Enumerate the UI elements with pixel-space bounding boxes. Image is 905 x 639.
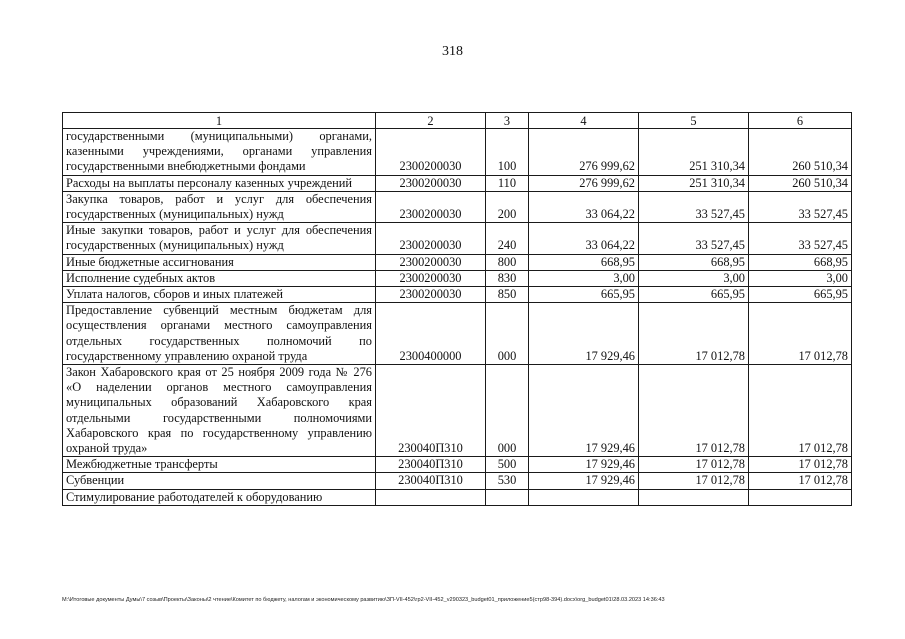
row-name: Иные бюджетные ассигнования <box>63 254 376 270</box>
row-value-1: 17 929,46 <box>529 473 639 489</box>
row-code: 2300200030 <box>376 270 486 286</box>
row-code: 2300400000 <box>376 303 486 365</box>
row-value-2: 33 527,45 <box>639 223 749 254</box>
row-vr: 500 <box>486 457 529 473</box>
row-name: Субвенции <box>63 473 376 489</box>
row-value-3: 665,95 <box>749 287 852 303</box>
row-name: Предоставление субвенций местным бюджетам для осуществления органами местного самоуправления отдельных государственных полномочий по государственному управлению охраной труда <box>63 303 376 365</box>
row-vr: 800 <box>486 254 529 270</box>
row-vr <box>486 489 529 505</box>
header-col-1: 1 <box>63 113 376 129</box>
file-path-footer: M:\Итоговые документы Думы\7 созыв\Проекты\Законы\2 чтение\Комитет по бюджету, налогам и экономическому развитию\ЗП-VII-452\гр2-VII-452_v290323_budget01_приложение5(стр98-394).docx\org_budget01\28.03.2023 14:36:43 <box>62 597 665 603</box>
table-row <box>63 175 852 191</box>
budget-table <box>62 112 852 506</box>
row-value-3: 17 012,78 <box>749 457 852 473</box>
row-code: 2300200030 <box>376 254 486 270</box>
table-row <box>63 270 852 286</box>
row-value-1: 17 929,46 <box>529 365 639 457</box>
row-vr: 850 <box>486 287 529 303</box>
row-value-3: 33 527,45 <box>749 191 852 222</box>
row-value-3: 260 510,34 <box>749 175 852 191</box>
row-name: Закон Хабаровского края от 25 ноября 2009 года № 276 «О наделении органов местного самоуправления муниципальных образований Хабаровского края отдельными государственными полномочиями Хабаровского края по государственному управлению охраной труда» <box>63 365 376 457</box>
row-value-3: 17 012,78 <box>749 303 852 365</box>
table-row <box>63 473 852 489</box>
row-value-1: 665,95 <box>529 287 639 303</box>
row-name: Исполнение судебных актов <box>63 270 376 286</box>
row-value-1: 276 999,62 <box>529 175 639 191</box>
row-vr: 110 <box>486 175 529 191</box>
row-value-3 <box>749 489 852 505</box>
row-code: 2300200030 <box>376 287 486 303</box>
row-code: 230040П310 <box>376 457 486 473</box>
row-name: государственными (муниципальными) органами, казенными учреждениями, органами управления государственными внебюджетными фондами <box>63 129 376 176</box>
table-row <box>63 254 852 270</box>
table-row <box>63 129 852 176</box>
row-vr: 830 <box>486 270 529 286</box>
table-row <box>63 457 852 473</box>
row-value-3: 33 527,45 <box>749 223 852 254</box>
table-row <box>63 365 852 457</box>
row-code: 2300200030 <box>376 175 486 191</box>
table-row <box>63 191 852 222</box>
row-value-1 <box>529 489 639 505</box>
row-vr: 530 <box>486 473 529 489</box>
table-row <box>63 287 852 303</box>
row-value-1: 17 929,46 <box>529 303 639 365</box>
row-value-2: 665,95 <box>639 287 749 303</box>
row-code: 2300200030 <box>376 129 486 176</box>
table-row <box>63 489 852 505</box>
table-row <box>63 303 852 365</box>
row-value-3: 260 510,34 <box>749 129 852 176</box>
header-col-6: 6 <box>749 113 852 129</box>
row-value-1: 668,95 <box>529 254 639 270</box>
row-value-2: 17 012,78 <box>639 365 749 457</box>
row-value-2: 17 012,78 <box>639 473 749 489</box>
header-col-5: 5 <box>639 113 749 129</box>
row-vr: 240 <box>486 223 529 254</box>
row-name: Иные закупки товаров, работ и услуг для обеспечения государственных (муниципальных) нужд <box>63 223 376 254</box>
row-value-1: 17 929,46 <box>529 457 639 473</box>
row-value-2 <box>639 489 749 505</box>
row-vr: 000 <box>486 303 529 365</box>
row-value-1: 3,00 <box>529 270 639 286</box>
row-value-2: 17 012,78 <box>639 303 749 365</box>
row-name: Расходы на выплаты персоналу казенных учреждений <box>63 175 376 191</box>
row-name: Межбюджетные трансферты <box>63 457 376 473</box>
header-col-2: 2 <box>376 113 486 129</box>
row-value-3: 17 012,78 <box>749 473 852 489</box>
row-vr: 200 <box>486 191 529 222</box>
row-value-2: 33 527,45 <box>639 191 749 222</box>
row-value-3: 668,95 <box>749 254 852 270</box>
row-value-1: 33 064,22 <box>529 191 639 222</box>
header-col-3: 3 <box>486 113 529 129</box>
row-code: 230040П310 <box>376 365 486 457</box>
row-value-1: 276 999,62 <box>529 129 639 176</box>
row-value-2: 17 012,78 <box>639 457 749 473</box>
row-code: 2300200030 <box>376 223 486 254</box>
row-value-2: 3,00 <box>639 270 749 286</box>
row-name: Стимулирование работодателей к оборудованию <box>63 489 376 505</box>
row-name: Закупка товаров, работ и услуг для обеспечения государственных (муниципальных) нужд <box>63 191 376 222</box>
row-name: Уплата налогов, сборов и иных платежей <box>63 287 376 303</box>
row-code: 2300200030 <box>376 191 486 222</box>
row-value-2: 668,95 <box>639 254 749 270</box>
row-value-1: 33 064,22 <box>529 223 639 254</box>
page-number: 318 <box>442 44 463 59</box>
row-vr: 100 <box>486 129 529 176</box>
row-value-2: 251 310,34 <box>639 129 749 176</box>
row-value-2: 251 310,34 <box>639 175 749 191</box>
row-vr: 000 <box>486 365 529 457</box>
header-col-4: 4 <box>529 113 639 129</box>
row-value-3: 17 012,78 <box>749 365 852 457</box>
row-value-3: 3,00 <box>749 270 852 286</box>
table-header-row <box>63 113 852 129</box>
row-code: 230040П310 <box>376 473 486 489</box>
table-row <box>63 223 852 254</box>
row-code <box>376 489 486 505</box>
